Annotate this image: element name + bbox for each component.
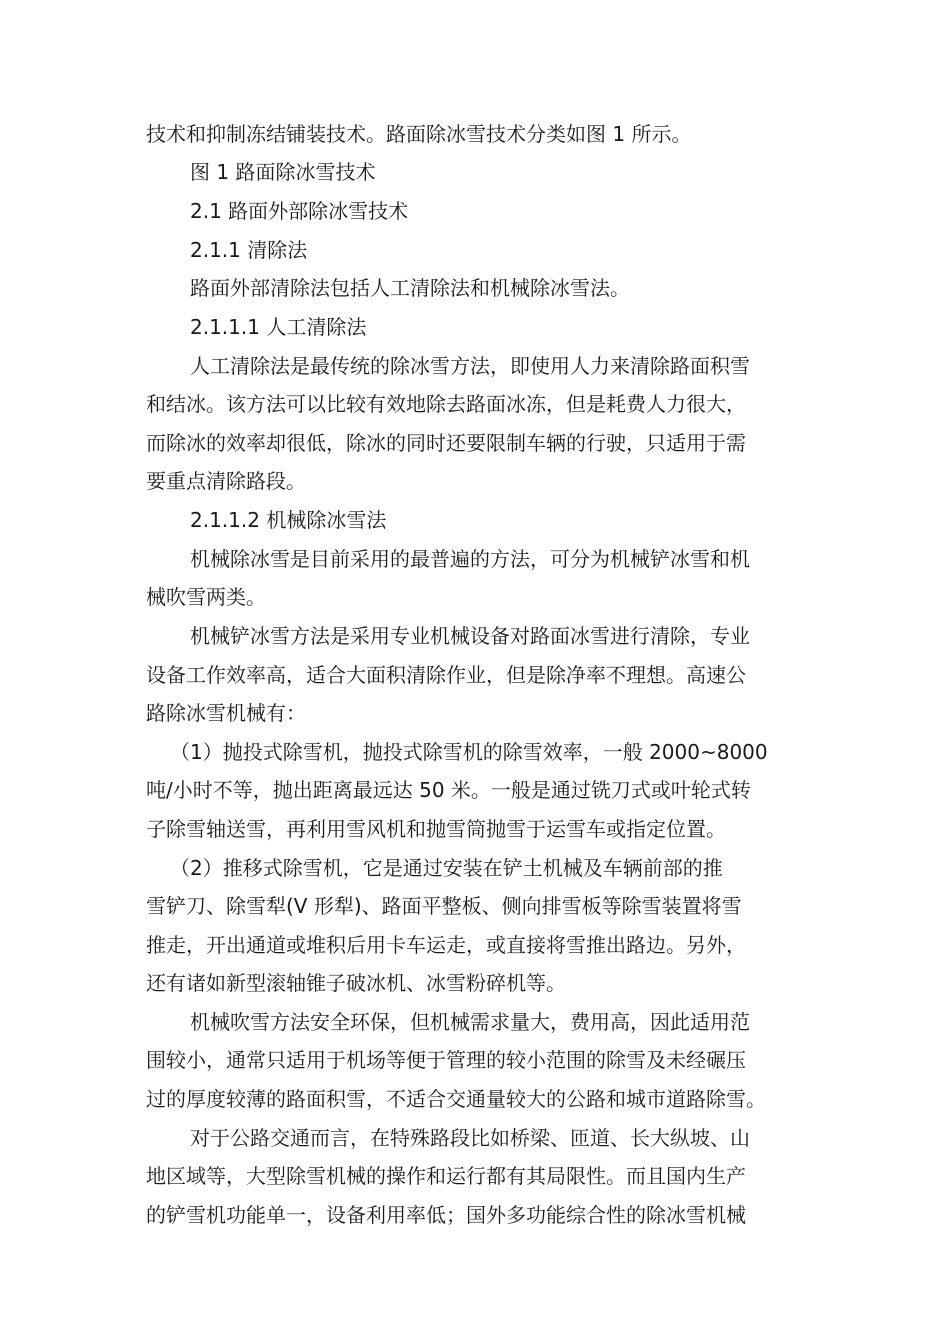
paragraph-line: 人工清除法是最传统的除冰雪方法，即使用人力来清除路面积雪	[190, 354, 750, 378]
paragraph-line: 的铲雪机功能单一，设备利用率低；国外多功能综合性的除冰雪机械	[146, 1203, 746, 1227]
subsubsection-heading: 2.1.1.1 人工清除法	[190, 315, 367, 339]
list-item-line: （2）推移式除雪机，它是通过安装在铲土机械及车辆前部的推	[170, 856, 723, 880]
paragraph-line: 路除冰雪机械有：	[146, 701, 306, 725]
paragraph-line: 路面外部清除法包括人工清除法和机械除冰雪法。	[190, 276, 630, 300]
paragraph-line: 械吹雪两类。	[146, 585, 266, 609]
paragraph-line: 要重点清除路段。	[146, 469, 306, 493]
paragraph-line: 围较小，通常只适用于机场等便于管理的较小范围的除雪及未经碾压	[146, 1048, 746, 1072]
list-item-line: 雪铲刀、除雪犁(V 形犁)、路面平整板、侧向排雪板等除雪装置将雪	[146, 894, 742, 918]
list-item-line: 子除雪轴送雪，再利用雪风机和抛雪筒抛雪于运雪车或指定位置。	[146, 817, 726, 841]
list-item-line: （1）抛投式除雪机，抛投式除雪机的除雪效率，一般 2000~8000	[170, 740, 768, 764]
subsubsection-heading: 2.1.1.2 机械除冰雪法	[190, 508, 387, 532]
paragraph-line: 设备工作效率高，适合大面积清除作业，但是除净率不理想。高速公	[146, 663, 746, 687]
paragraph-line: 过的厚度较薄的路面积雪，不适合交通量较大的公路和城市道路除雪。	[146, 1087, 766, 1111]
paragraph-line: 而除冰的效率却很低，除冰的同时还要限制车辆的行驶，只适用于需	[146, 431, 746, 455]
paragraph-line: 机械除冰雪是目前采用的最普遍的方法，可分为机械铲冰雪和机	[190, 547, 750, 571]
figure-caption: 图 1 路面除冰雪技术	[190, 160, 376, 184]
paragraph-line: 机械吹雪方法安全环保，但机械需求量大，费用高，因此适用范	[190, 1010, 750, 1034]
paragraph-line: 机械铲冰雪方法是采用专业机械设备对路面冰雪进行清除，专业	[190, 624, 750, 648]
list-item-line: 推走，开出通道或堆积后用卡车运走，或直接将雪推出路边。另外，	[146, 933, 746, 957]
paragraph-line: 地区域等，大型除雪机械的操作和运行都有其局限性。而且国内生产	[146, 1164, 746, 1188]
section-heading: 2.1 路面外部除冰雪技术	[190, 199, 409, 223]
paragraph-line: 技术和抑制冻结铺装技术。路面除冰雪技术分类如图 1 所示。	[146, 122, 692, 146]
paragraph-line: 和结冰。该方法可以比较有效地除去路面冰冻，但是耗费人力很大，	[146, 392, 746, 416]
subsection-heading: 2.1.1 清除法	[190, 238, 308, 262]
list-item-line: 吨/小时不等，抛出距离最远达 50 米。一般是通过铣刀式或叶轮式转	[146, 778, 751, 802]
paragraph-line: 对于公路交通而言，在特殊路段比如桥梁、匝道、长大纵坡、山	[190, 1126, 750, 1150]
list-item-line: 还有诸如新型滚轴锥子破冰机、冰雪粉碎机等。	[146, 971, 566, 995]
